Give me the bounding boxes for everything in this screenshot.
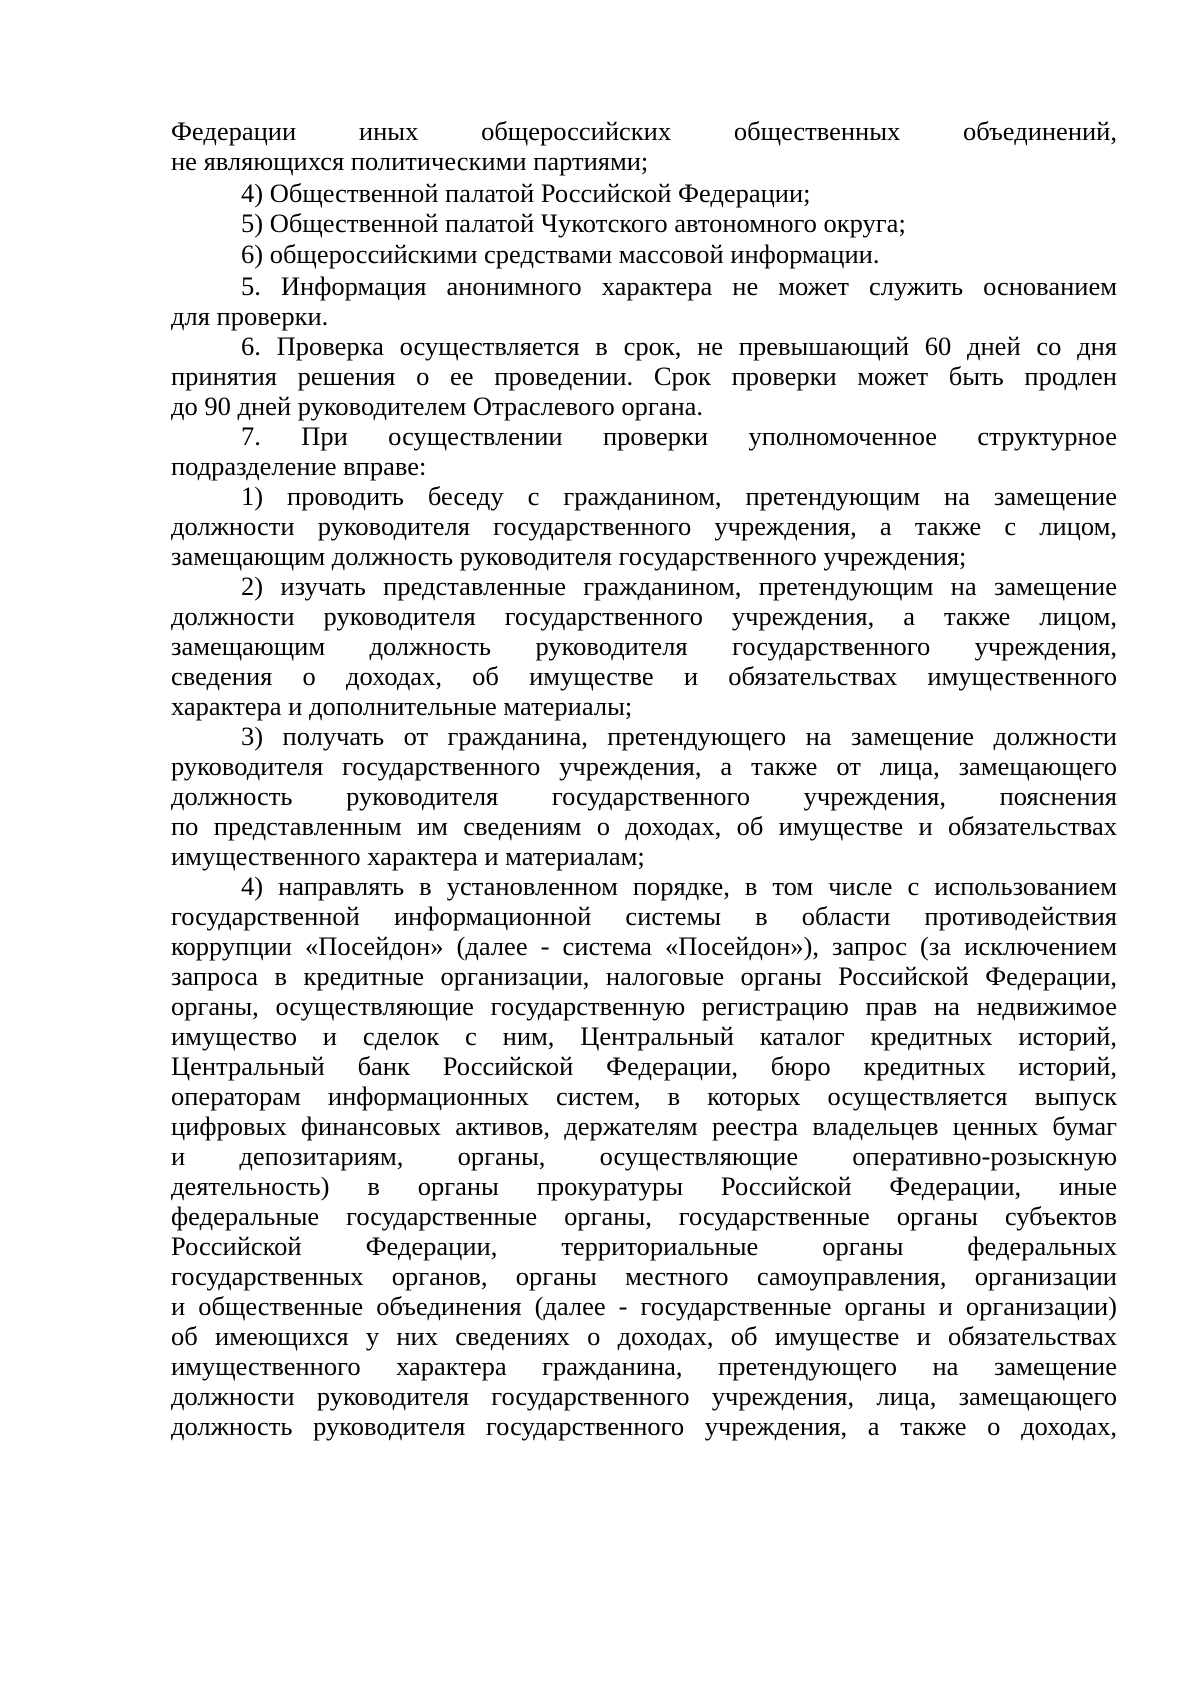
text-line: 4) направлять в установленном порядке, в том числе с использованием (241, 871, 1117, 901)
text-line: не являющихся политическими партиями; (171, 146, 649, 176)
text-line: деятельность) в органы прокуратуры Российской Федерации, иные (171, 1171, 1117, 1201)
text-line: замещающим должность руководителя государственного учреждения; (171, 541, 967, 571)
text-line: подразделение вправе: (171, 451, 427, 481)
text-line: и депозитариям, органы, осуществляющие оперативно-розыскную (171, 1141, 1117, 1171)
text-line: Федерации иных общероссийских общественных объединений, (171, 116, 1117, 146)
text-line: 1) проводить беседу с гражданином, претендующим на замещение (241, 481, 1117, 511)
text-line: до 90 дней руководителем Отраслевого органа. (171, 391, 704, 421)
text-line: запроса в кредитные организации, налоговые органы Российской Федерации, (171, 961, 1117, 991)
text-line: должность руководителя государственного учреждения, пояснения (171, 781, 1117, 811)
text-line: Центральный банк Российской Федерации, бюро кредитных историй, (171, 1051, 1117, 1081)
text-line: 2) изучать представленные гражданином, претендующим на замещение (241, 571, 1117, 601)
text-line: органы, осуществляющие государственную регистрацию прав на недвижимое (171, 991, 1117, 1021)
text-line: имущественного характера и материалам; (171, 841, 645, 871)
text-line: характера и дополнительные материалы; (171, 691, 633, 721)
text-line: принятия решения о ее проведении. Срок проверки может быть продлен (171, 361, 1117, 391)
list-item: 5) Общественной палатой Чукотского автономного округа; (241, 208, 906, 238)
text-line: руководителя государственного учреждения, а также от лица, замещающего (171, 751, 1117, 781)
text-line: Российской Федерации, территориальные органы федеральных (171, 1231, 1117, 1261)
text-line: должности руководителя государственного учреждения, а также с лицом, (171, 511, 1117, 541)
text-line: для проверки. (171, 301, 329, 331)
text-line: коррупции «Посейдон» (далее - система «Посейдон»), запрос (за исключением (171, 931, 1117, 961)
text-line: должности руководителя государственного учреждения, лица, замещающего (171, 1381, 1117, 1411)
text-line: имущественного характера гражданина, претендующего на замещение (171, 1351, 1117, 1381)
text-line: сведения о доходах, об имуществе и обязательствах имущественного (171, 661, 1117, 691)
text-line: 3) получать от гражданина, претендующего на замещение должности (241, 721, 1117, 751)
text-line: государственной информационной системы в области противодействия (171, 901, 1117, 931)
text-line: замещающим должность руководителя государственного учреждения, (171, 631, 1117, 661)
text-line: об имеющихся у них сведениях о доходах, об имуществе и обязательствах (171, 1321, 1117, 1351)
text-line: 7. При осуществлении проверки уполномоченное структурное (241, 421, 1117, 451)
text-line: имущество и сделок с ним, Центральный каталог кредитных историй, (171, 1021, 1117, 1051)
list-item: 6) общероссийскими средствами массовой информации. (241, 239, 880, 269)
text-line: федеральные государственные органы, государственные органы субъектов (171, 1201, 1117, 1231)
text-line: государственных органов, органы местного самоуправления, организации (171, 1261, 1117, 1291)
text-line: должность руководителя государственного учреждения, а также о доходах, (171, 1411, 1117, 1441)
text-line: должности руководителя государственного учреждения, а также лицом, (171, 601, 1117, 631)
text-line: по представленным им сведениям о доходах, об имуществе и обязательствах (171, 811, 1117, 841)
text-line: цифровых финансовых активов, держателям реестра владельцев ценных бумаг (171, 1111, 1117, 1141)
text-line: и общественные объединения (далее - государственные органы и организации) (171, 1291, 1117, 1321)
text-line: 5. Информация анонимного характера не может служить основанием (241, 271, 1117, 301)
text-line: операторам информационных систем, в которых осуществляется выпуск (171, 1081, 1117, 1111)
text-line: 6. Проверка осуществляется в срок, не превышающий 60 дней со дня (241, 331, 1117, 361)
list-item: 4) Общественной палатой Российской Федерации; (241, 178, 811, 208)
